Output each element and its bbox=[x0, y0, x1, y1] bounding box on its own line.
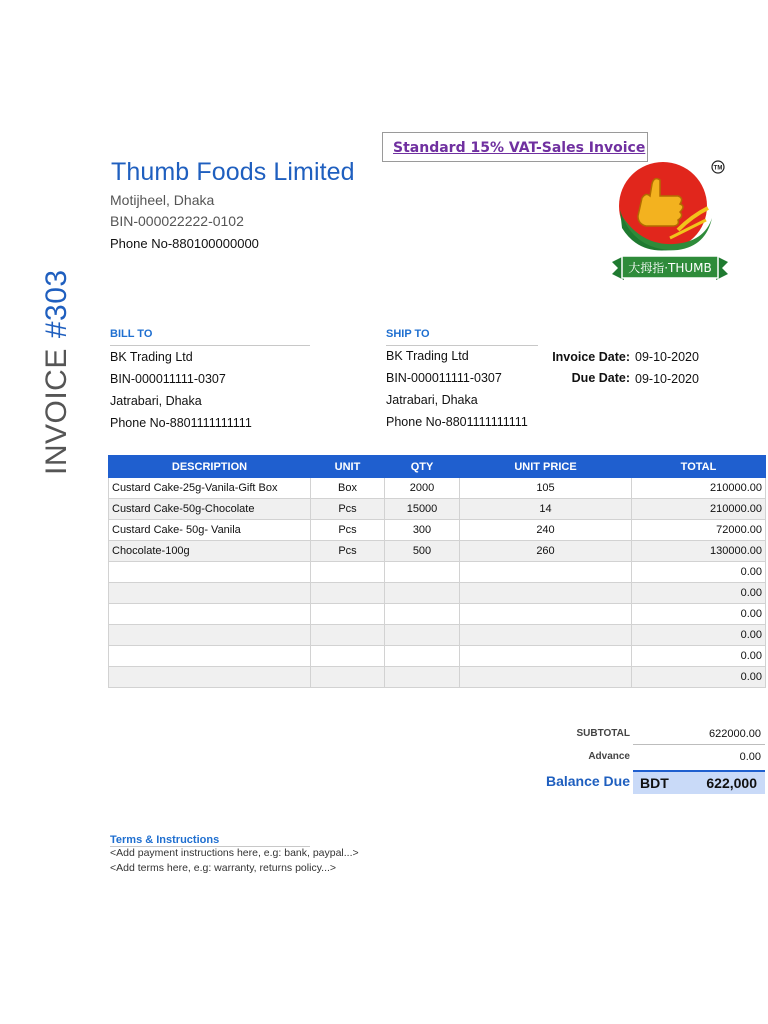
table-row bbox=[109, 667, 766, 688]
due-date-label: Due Date: bbox=[571, 371, 630, 385]
header-unit-price: UNIT PRICE bbox=[460, 456, 632, 478]
table-row bbox=[109, 520, 766, 541]
ship-to-name: BK Trading Ltd bbox=[386, 349, 469, 363]
item-qty bbox=[385, 562, 460, 583]
item-unit bbox=[311, 667, 385, 688]
table-row bbox=[109, 625, 766, 646]
item-total: 72000.00 bbox=[632, 520, 766, 541]
logo-banner-text: 大拇指·THUMB bbox=[628, 261, 712, 275]
balance-due-box bbox=[633, 770, 765, 794]
item-unit-price bbox=[460, 646, 632, 667]
item-qty bbox=[385, 625, 460, 646]
item-unit: Pcs bbox=[311, 541, 385, 562]
balance-due-value: 622,000 bbox=[706, 775, 757, 791]
invoice-label: INVOICE bbox=[40, 348, 73, 475]
item-unit-price: 240 bbox=[460, 520, 632, 541]
item-description: Chocolate-100g bbox=[109, 541, 311, 562]
line-items-table bbox=[108, 455, 766, 688]
payment-instructions: <Add payment instructions here, e.g: bank, paypal...> bbox=[110, 847, 359, 859]
header-qty: QTY bbox=[385, 456, 460, 478]
item-qty: 300 bbox=[385, 520, 460, 541]
subtotal-divider bbox=[633, 744, 765, 745]
item-unit: Pcs bbox=[311, 499, 385, 520]
bill-to-block bbox=[110, 346, 252, 434]
table-row bbox=[109, 541, 766, 562]
table-row bbox=[109, 499, 766, 520]
item-qty: 15000 bbox=[385, 499, 460, 520]
item-qty bbox=[385, 667, 460, 688]
item-description: Custard Cake-25g-Vanila-Gift Box bbox=[109, 478, 311, 499]
bill-to-heading: BILL TO bbox=[110, 328, 153, 340]
item-total: 210000.00 bbox=[632, 478, 766, 499]
item-unit-price: 105 bbox=[460, 478, 632, 499]
item-total: 0.00 bbox=[632, 604, 766, 625]
subtotal-label: SUBTOTAL bbox=[576, 728, 630, 739]
item-unit bbox=[311, 562, 385, 583]
bill-to-bin: BIN-000011111-0307 bbox=[110, 372, 226, 386]
vat-invoice-title-text: Standard 15% VAT-Sales Invoice bbox=[393, 140, 646, 156]
item-qty bbox=[385, 646, 460, 667]
item-unit-price bbox=[460, 625, 632, 646]
table-row bbox=[109, 478, 766, 499]
item-unit-price bbox=[460, 667, 632, 688]
header-description: DESCRIPTION bbox=[109, 456, 311, 478]
item-total: 0.00 bbox=[632, 562, 766, 583]
invoice-vertical-label bbox=[40, 269, 74, 475]
balance-due-label: Balance Due bbox=[545, 773, 630, 789]
item-unit bbox=[311, 625, 385, 646]
table-row bbox=[109, 604, 766, 625]
item-description bbox=[109, 583, 311, 604]
terms-policy: <Add terms here, e.g: warranty, returns policy...> bbox=[110, 862, 337, 874]
item-unit-price bbox=[460, 583, 632, 604]
item-qty: 2000 bbox=[385, 478, 460, 499]
item-description bbox=[109, 667, 311, 688]
ship-to-block bbox=[386, 345, 528, 433]
invoice-date-value: 09-10-2020 bbox=[635, 350, 699, 364]
item-unit-price bbox=[460, 562, 632, 583]
invoice-number: #303 bbox=[40, 269, 73, 339]
item-qty bbox=[385, 583, 460, 604]
item-total: 0.00 bbox=[632, 625, 766, 646]
table-row bbox=[109, 583, 766, 604]
invoice-date-label: Invoice Date: bbox=[552, 350, 630, 364]
item-unit-price bbox=[460, 604, 632, 625]
ship-to-bin: BIN-000011111-0307 bbox=[386, 371, 502, 385]
item-total: 210000.00 bbox=[632, 499, 766, 520]
bill-to-phone: Phone No-8801111111111 bbox=[110, 416, 252, 430]
item-total: 0.00 bbox=[632, 667, 766, 688]
company-address: Motijheel, Dhaka bbox=[110, 192, 215, 208]
trademark-mark: TM bbox=[713, 165, 723, 172]
item-unit-price: 14 bbox=[460, 499, 632, 520]
item-description bbox=[109, 646, 311, 667]
item-unit bbox=[311, 583, 385, 604]
item-unit bbox=[311, 604, 385, 625]
due-date-value: 09-10-2020 bbox=[635, 372, 699, 386]
bill-to-address: Jatrabari, Dhaka bbox=[110, 394, 202, 408]
subtotal-value: 622000.00 bbox=[709, 728, 761, 740]
item-description: Custard Cake- 50g- Vanila bbox=[109, 520, 311, 541]
company-bin: BIN-000022222-0102 bbox=[110, 213, 244, 229]
header-total: TOTAL bbox=[632, 456, 766, 478]
item-unit: Box bbox=[311, 478, 385, 499]
item-description bbox=[109, 562, 311, 583]
balance-currency: BDT bbox=[640, 775, 669, 791]
item-description bbox=[109, 604, 311, 625]
ship-to-heading: SHIP TO bbox=[386, 328, 430, 340]
table-header-row bbox=[109, 456, 766, 478]
item-qty: 500 bbox=[385, 541, 460, 562]
company-phone: Phone No-880100000000 bbox=[110, 236, 259, 251]
company-name: Thumb Foods Limited bbox=[111, 158, 355, 186]
item-total: 130000.00 bbox=[632, 541, 766, 562]
company-logo bbox=[608, 158, 732, 286]
item-description bbox=[109, 625, 311, 646]
item-total: 0.00 bbox=[632, 583, 766, 604]
item-total: 0.00 bbox=[632, 646, 766, 667]
item-description: Custard Cake-50g-Chocolate bbox=[109, 499, 311, 520]
table-row bbox=[109, 562, 766, 583]
advance-label: Advance bbox=[588, 751, 630, 762]
bill-to-name: BK Trading Ltd bbox=[110, 350, 193, 364]
advance-value: 0.00 bbox=[739, 751, 761, 763]
item-unit: Pcs bbox=[311, 520, 385, 541]
header-unit: UNIT bbox=[311, 456, 385, 478]
item-qty bbox=[385, 604, 460, 625]
ship-to-address: Jatrabari, Dhaka bbox=[386, 393, 478, 407]
item-unit-price: 260 bbox=[460, 541, 632, 562]
terms-title: Terms & Instructions bbox=[110, 834, 220, 846]
table-row bbox=[109, 646, 766, 667]
item-unit bbox=[311, 646, 385, 667]
ship-to-phone: Phone No-8801111111111 bbox=[386, 415, 528, 429]
